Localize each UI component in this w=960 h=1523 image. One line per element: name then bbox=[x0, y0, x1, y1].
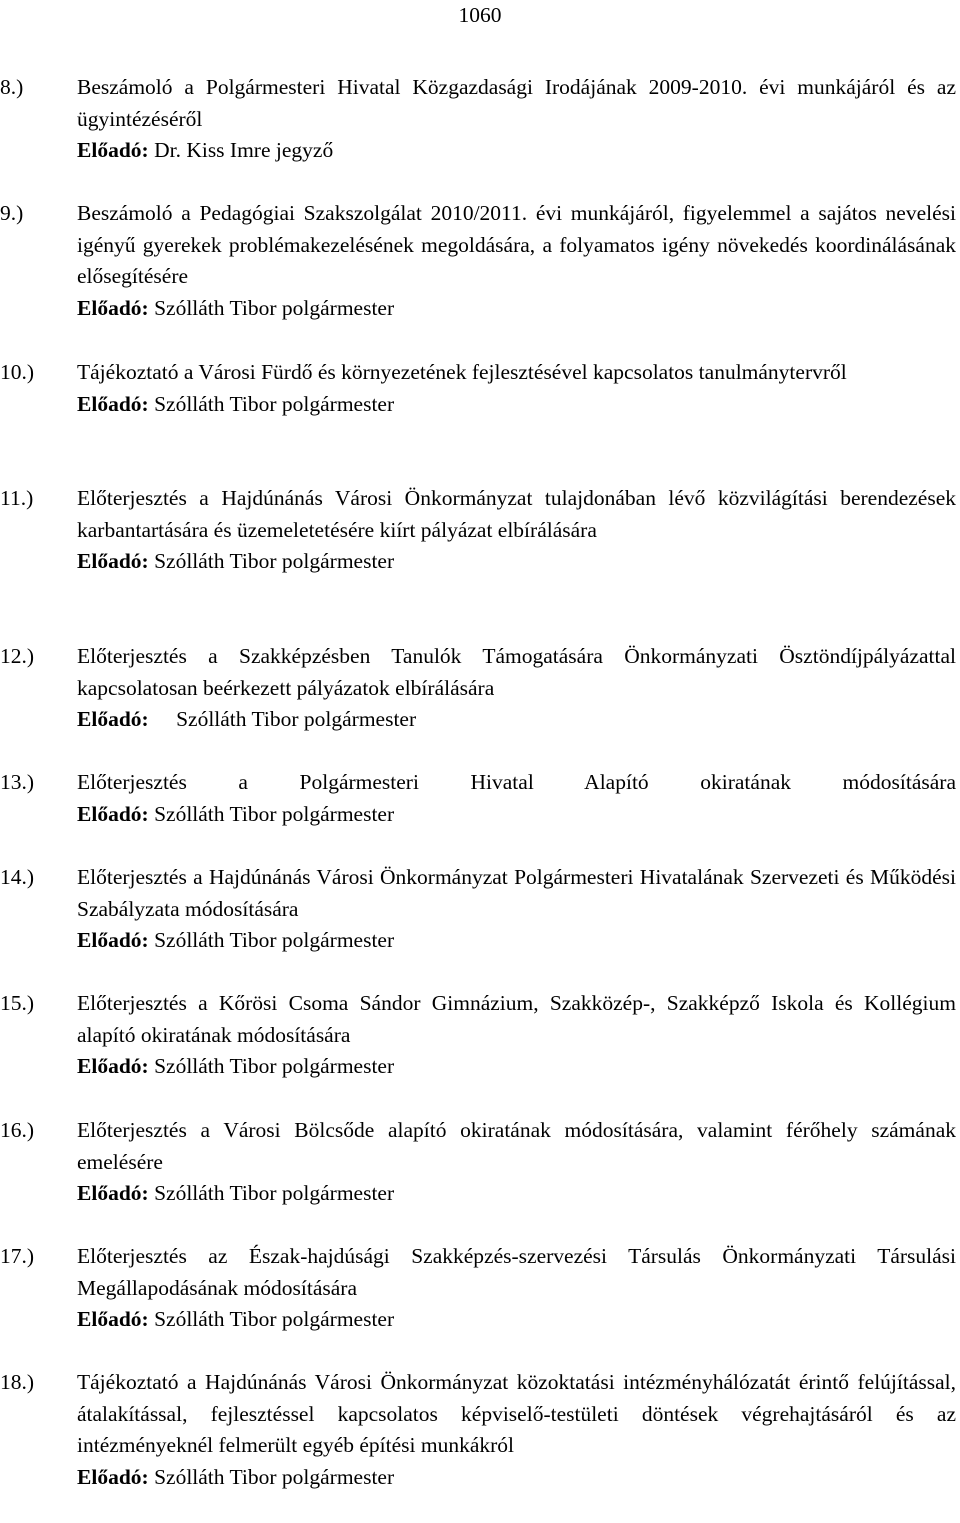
presenter-line bbox=[77, 293, 956, 325]
page-number: 1060 bbox=[458, 3, 502, 27]
presenter-label: Előadó: bbox=[77, 1464, 149, 1489]
item-title: Előterjesztés a Kőrösi Csoma Sándor Gimnázium, Szakközép-, Szakképző Iskola és Kollégium alapító okiratának módosítására bbox=[77, 991, 956, 1047]
presenter-name: Szólláth Tibor polgármester bbox=[154, 1307, 395, 1332]
presenter-line bbox=[77, 135, 956, 167]
agenda-item-16 bbox=[0, 1115, 956, 1210]
presenter-line bbox=[77, 389, 956, 421]
presenter-line bbox=[77, 546, 956, 578]
item-title: Előterjesztés a Szakképzésben Tanulók Támogatására Önkormányzati Ösztöndíjpályázattal kapcsolatosan beérkezett pályázatok elbírálására bbox=[77, 644, 956, 700]
item-number: 9.) bbox=[0, 201, 24, 225]
item-title: Előterjesztés a Polgármesteri Hivatal Alapító okiratának módosítására bbox=[77, 770, 956, 794]
presenter-label: Előadó: bbox=[77, 295, 149, 320]
presenter-label: Előadó: bbox=[77, 707, 149, 732]
item-title: Előterjesztés az Észak-hajdúsági Szakképzés-szervezési Társulás Önkormányzati Társulási Megállapodásának módosítására bbox=[77, 1244, 956, 1300]
item-number: 16.) bbox=[0, 1118, 35, 1142]
presenter-name: Szólláth Tibor polgármester bbox=[154, 295, 395, 320]
item-title: Előterjesztés a Hajdúnánás Városi Önkormányzat Polgármesteri Hivatalának Szervezeti és Működési Szabályzata módosítására bbox=[77, 865, 956, 921]
item-number: 11.) bbox=[0, 486, 34, 510]
item-number: 8.) bbox=[0, 75, 24, 99]
presenter-line bbox=[77, 925, 956, 957]
item-number: 12.) bbox=[0, 644, 35, 668]
agenda-item-14 bbox=[0, 862, 956, 957]
item-number: 17.) bbox=[0, 1244, 35, 1268]
presenter-label: Előadó: bbox=[77, 928, 149, 953]
presenter-name: Szólláth Tibor polgármester bbox=[154, 1054, 395, 1079]
item-title: Tájékoztató a Hajdúnánás Városi Önkormányzat közoktatási intézményhálózatát érintő felújítással, átalakítással, fejlesztéssel kapcsolatos képviselő-testületi döntések végrehajtásáról és az intézményeknél felmerült egyéb építési munkákról bbox=[77, 1370, 956, 1458]
presenter-label: Előadó: bbox=[77, 1054, 149, 1079]
item-number: 18.) bbox=[0, 1370, 35, 1394]
presenter-line bbox=[77, 1051, 956, 1083]
presenter-name: Szólláth Tibor polgármester bbox=[154, 801, 395, 826]
presenter-line bbox=[77, 1178, 956, 1210]
presenter-name: Szólláth Tibor polgármester bbox=[154, 549, 395, 574]
item-title: Beszámoló a Polgármesteri Hivatal Közgazdasági Irodájának 2009-2010. évi munkájáról és az ügyintézéséről bbox=[77, 75, 956, 131]
agenda-item-18 bbox=[0, 1367, 956, 1493]
presenter-name: Szólláth Tibor polgármester bbox=[154, 391, 395, 416]
item-title: Előterjesztés a Hajdúnánás Városi Önkormányzat tulajdonában lévő közvilágítási berendezések karbantartására és üzemeletetésére kiírt pályázat elbírálására bbox=[77, 486, 956, 542]
agenda-item-11 bbox=[0, 483, 956, 578]
presenter-label: Előadó: bbox=[77, 549, 149, 574]
presenter-name: Szólláth Tibor polgármester bbox=[154, 1464, 395, 1489]
presenter-label: Előadó: bbox=[77, 138, 149, 163]
presenter-line bbox=[77, 799, 956, 831]
agenda-item-8 bbox=[0, 72, 956, 167]
item-title: Beszámoló a Pedagógiai Szakszolgálat 2010/2011. évi munkájáról, figyelemmel a sajátos nevelési igényű gyerekek problémakezelésének megoldására, a folyamatos igény növekedés koordinálásának elősegítésére bbox=[77, 201, 956, 289]
presenter-name: Dr. Kiss Imre jegyző bbox=[154, 138, 334, 163]
presenter-label: Előadó: bbox=[77, 801, 149, 826]
item-number: 14.) bbox=[0, 865, 35, 889]
presenter-line bbox=[77, 704, 956, 736]
presenter-label: Előadó: bbox=[77, 1181, 149, 1206]
presenter-name: Szólláth Tibor polgármester bbox=[154, 928, 395, 953]
item-title: Tájékoztató a Városi Fürdő és környezetének fejlesztésével kapcsolatos tanulmánytervről bbox=[77, 360, 847, 384]
presenter-line bbox=[77, 1304, 956, 1336]
presenter-name: Szólláth Tibor polgármester bbox=[176, 707, 417, 732]
agenda-item-15 bbox=[0, 988, 956, 1083]
agenda-item-17 bbox=[0, 1241, 956, 1336]
presenter-line bbox=[77, 1462, 956, 1494]
presenter-label: Előadó: bbox=[77, 391, 149, 416]
agenda-item-13 bbox=[0, 767, 956, 830]
item-number: 13.) bbox=[0, 770, 35, 794]
agenda-item-12 bbox=[0, 641, 956, 736]
item-title: Előterjesztés a Városi Bölcsőde alapító okiratának módosítására, valamint férőhely számának emelésére bbox=[77, 1118, 956, 1174]
agenda-item-9 bbox=[0, 198, 956, 324]
presenter-label: Előadó: bbox=[77, 1307, 149, 1332]
item-number: 15.) bbox=[0, 991, 35, 1015]
item-number: 10.) bbox=[0, 360, 35, 384]
agenda-item-10 bbox=[0, 357, 956, 420]
presenter-name: Szólláth Tibor polgármester bbox=[154, 1181, 395, 1206]
